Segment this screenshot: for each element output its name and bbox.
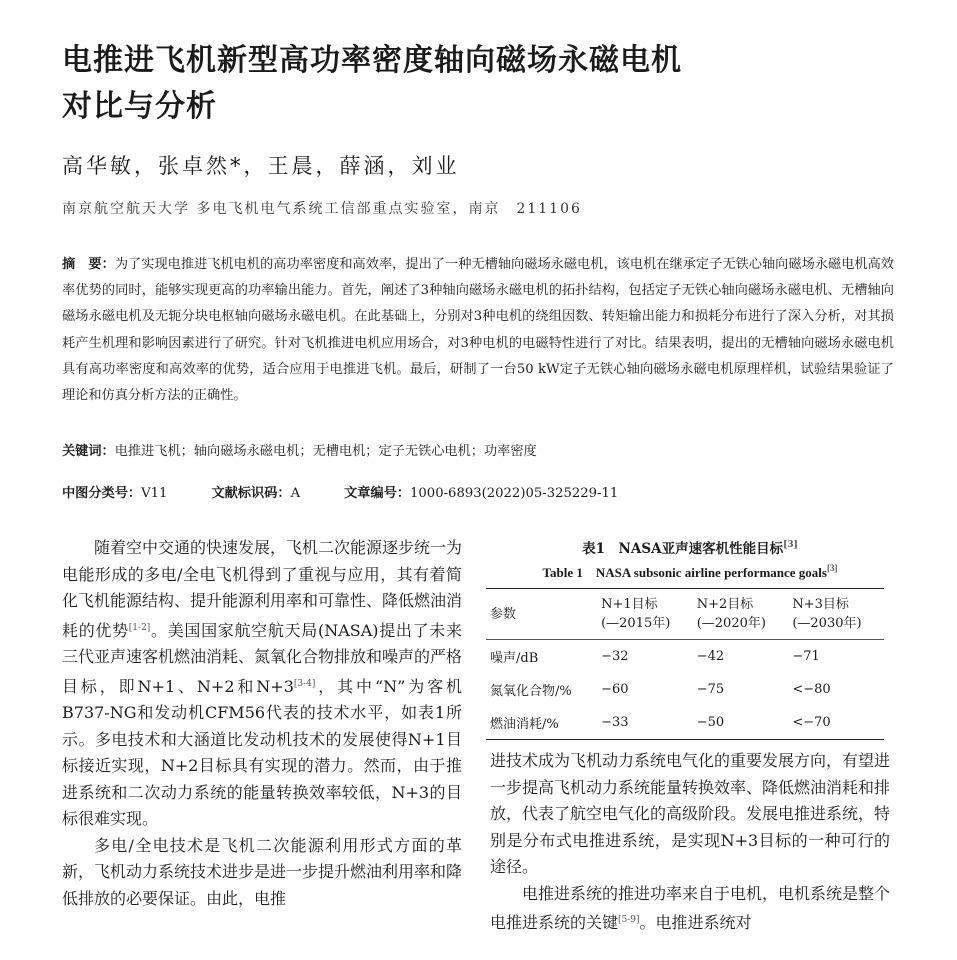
title-line-2: 对比与分析	[62, 89, 217, 124]
doccode-label: 文献标识码：	[211, 486, 291, 501]
article-no-value: 1000-6893(2022)05-325229-11	[410, 486, 619, 501]
header-n3: N+3目标 (—2030年)	[788, 589, 884, 640]
citation-3-4[interactable]: [3-4]	[293, 678, 316, 689]
header-param: 参数	[486, 589, 597, 640]
table-row: 燃油消耗/% −33 −50 <−70	[490, 715, 831, 732]
affiliation: 南京航空航天大学 多电飞机电气系统工信部重点实验室，南京 211106	[62, 201, 582, 217]
title-line-1: 电推进飞机新型高功率密度轴向磁场永磁电机	[62, 43, 682, 78]
article-meta	[62, 482, 618, 501]
citation-1-2[interactable]: [1-2]	[128, 622, 151, 633]
abstract	[62, 252, 894, 409]
table-row: 噪声/dB −32 −42 −71	[490, 649, 820, 666]
performance-goals-table	[486, 588, 884, 740]
table-header-row	[486, 589, 884, 640]
header-n1: N+1目标 (—2015年)	[597, 589, 693, 640]
body-paragraph-4: 电推进系统的推进功率来自于电机，电机系统是整个电推进系统的关键[5-9]。电推进系统对	[490, 883, 891, 932]
clc-value: V11	[141, 486, 168, 501]
author-list: 高华敏，张卓然*，王晨，薛涵，刘业	[62, 154, 460, 178]
table-caption-cn-ref[interactable]: [3]	[783, 540, 798, 550]
body-paragraph-2: 多电/全电技术是飞机二次能源利用形式方面的革新，飞机动力系统技术进步是进一步提升燃油利用率和降低排放的必要保证。由此，电推	[62, 835, 463, 908]
citation-5-9[interactable]: [5-9]	[618, 915, 640, 925]
keywords	[62, 440, 537, 459]
paper-title	[62, 38, 922, 130]
header-n2: N+2目标 (—2020年)	[693, 589, 789, 640]
table-caption-en-ref[interactable]: [3]	[826, 563, 838, 573]
keywords-text: 电推进飞机；轴向磁场永磁电机；无槽电机；定子无铁心电机；功率密度	[114, 444, 537, 459]
table-caption-cn: 表1 NASA亚声速客机性能目标[3]	[582, 540, 798, 557]
abstract-text: 为了实现电推进飞机电机的高功率密度和高效率，提出了一种无槽轴向磁场永磁电机，该电机在继承定子无铁心轴向磁场永磁电机高效率优势的同时，能够实现更高的功率输出能力。首先，阐述了3种轴向磁场永磁电机的拓扑结构，包括定子无铁心轴向磁场永磁电机、无槽轴向磁场永磁电机及无轭分块电枢轴向磁场永磁电机。在此基础上，分别对3种电机的绕组因数、转矩输出能力和损耗分布进行了深入分析，对其损耗产生机理和影响因素进行了研究。针对飞机推进电机应用场合，对3种电机的电磁特性进行了对比。结果表明，提出的无槽轴向磁场永磁电机具有高功率密度和高效率的优势，适合应用于电推进飞机。最后，研制了一台50 kW定子无铁心轴向磁场永磁电机原理样机，试验结果验证了理论和仿真分析方法的正确性。	[62, 257, 894, 404]
abstract-label: 摘 要：	[62, 257, 115, 272]
clc-label: 中图分类号：	[62, 486, 142, 501]
article-no-label: 文章编号：	[344, 486, 411, 501]
keywords-label: 关键词：	[62, 444, 115, 459]
doccode-value: A	[290, 486, 301, 501]
body-paragraph-1: 随着空中交通的快速发展，飞机二次能源逐步统一为电能形成的多电/全电飞机得到了重视与应用，其有着简化飞机能源结构、提升能源利用率和可靠性、降低燃油消耗的优势[1-2]。美国国家航空航天局(NASA)提出了未来三代亚声速客机燃油消耗、氮氧化合物排放和噪声的严格目标，即N+1、N+2和N+3[3-4]，其中“N”为客机B737-NG和发动机CFM56代表的技术水平，如表1所示。多电技术和大涵道比发动机技术的发展使得N+1目标接近实现，N+2目标具有实现的潜力。然而，由于推进系统和二次动力系统的能量转换效率较低，N+3的目标很难实现。	[62, 538, 463, 828]
body-left-column	[62, 535, 462, 912]
table-caption-en: Table 1 NASA subsonic airline performance goals[3]	[542, 563, 838, 580]
table-row: 氮氧化合物/% −60 −75 <−80	[490, 682, 831, 699]
body-paragraph-3: 进技术成为飞机动力系统电气化的重要发展方向，有望进一步提高飞机动力系统能量转换效率、降低燃油消耗和排放，代表了航空电气化的高级阶段。发展电推进系统，特别是分布式电推进系统，是实现N+3目标的一种可行的途径。	[490, 751, 891, 876]
body-right-column	[490, 748, 890, 937]
